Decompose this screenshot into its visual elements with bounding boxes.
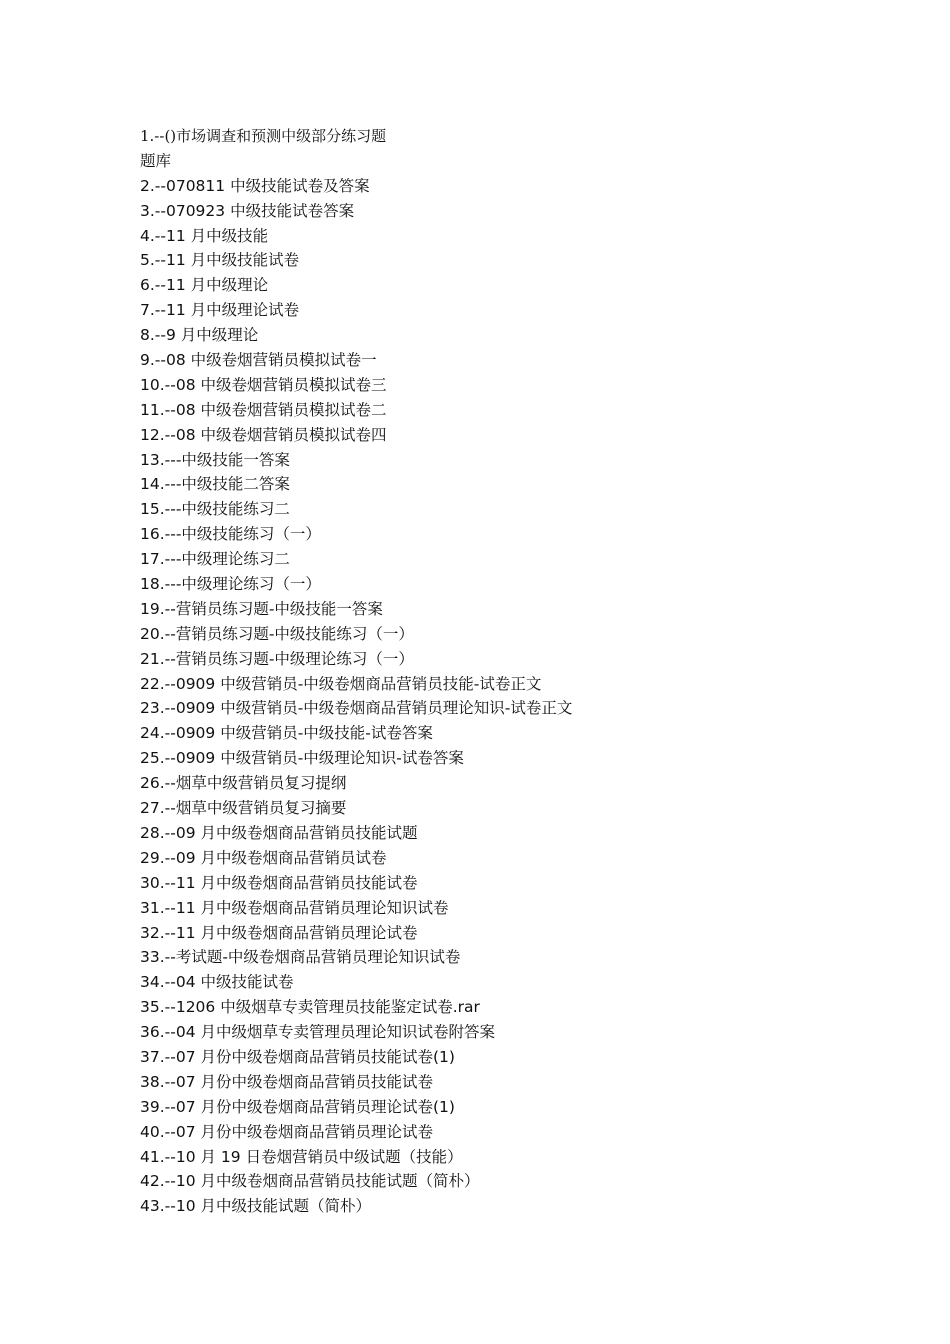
list-item: 22.--0909 中级营销员-中级卷烟商品营销员技能-试卷正文 [140, 674, 542, 693]
document-body [140, 124, 900, 1219]
list-item: 31.--11 月中级卷烟商品营销员理论知识试卷 [140, 898, 449, 917]
list-item: 19.--营销员练习题-中级技能一答案 [140, 599, 383, 618]
list-item: 25.--0909 中级营销员-中级理论知识-试卷答案 [140, 749, 464, 768]
list-item: 17.---中级理论练习二 [140, 550, 290, 569]
list-item: 40.--07 月份中级卷烟商品营销员理论试卷 [140, 1122, 433, 1141]
list-item: 3.--070923 中级技能试卷答案 [140, 201, 355, 220]
list-item: 9.--08 中级卷烟营销员模拟试卷一 [140, 351, 377, 370]
list-item: 38.--07 月份中级卷烟商品营销员技能试卷 [140, 1072, 433, 1091]
list-item: 11.--08 中级卷烟营销员模拟试卷二 [140, 400, 387, 419]
list-item: 6.--11 月中级理论 [140, 276, 269, 295]
list-item: 5.--11 月中级技能试卷 [140, 251, 300, 270]
list-item: 37.--07 月份中级卷烟商品营销员技能试卷(1) [140, 1047, 455, 1066]
list-item: 43.--10 月中级技能试题（简朴） [140, 1197, 371, 1216]
list-item: 16.---中级技能练习（一） [140, 525, 321, 544]
list-item: 23.--0909 中级营销员-中级卷烟商品营销员理论知识-试卷正文 [140, 699, 573, 718]
list-item-title: 1.--()市场调查和预测中级部分练习题 [140, 127, 387, 145]
list-item: 12.--08 中级卷烟营销员模拟试卷四 [140, 425, 387, 444]
list-item: 41.--10 月 19 日卷烟营销员中级试题（技能） [140, 1147, 463, 1166]
list-item: 39.--07 月份中级卷烟商品营销员理论试卷(1) [140, 1097, 455, 1116]
list-item: 32.--11 月中级卷烟商品营销员理论试卷 [140, 923, 418, 942]
list-item: 26.--烟草中级营销员复习提纲 [140, 774, 347, 793]
list-item: 2.--070811 中级技能试卷及答案 [140, 176, 370, 195]
list-item: 21.--营销员练习题-中级理论练习（一） [140, 649, 414, 668]
list-item: 13.---中级技能一答案 [140, 450, 290, 469]
list-item: 28.--09 月中级卷烟商品营销员技能试题 [140, 823, 418, 842]
list-item: 27.--烟草中级营销员复习摘要 [140, 799, 347, 818]
list-item: 18.---中级理论练习（一） [140, 575, 321, 594]
list-item: 4.--11 月中级技能 [140, 226, 269, 245]
list-item: 36.--04 月中级烟草专卖管理员理论知识试卷附答案 [140, 1023, 495, 1042]
list-item: 30.--11 月中级卷烟商品营销员技能试卷 [140, 873, 418, 892]
list-item-title-continuation: 题库 [140, 151, 172, 170]
list-item: 10.--08 中级卷烟营销员模拟试卷三 [140, 375, 387, 394]
list-item: 29.--09 月中级卷烟商品营销员试卷 [140, 848, 387, 867]
list-item: 14.---中级技能二答案 [140, 475, 290, 494]
list-item: 33.--考试题-中级卷烟商品营销员理论知识试卷 [140, 948, 461, 967]
list-item: 7.--11 月中级理论试卷 [140, 301, 300, 320]
list-item: 8.--9 月中级理论 [140, 326, 259, 345]
list-item: 34.--04 中级技能试卷 [140, 973, 294, 992]
list-item: 15.---中级技能练习二 [140, 500, 290, 519]
list-item: 35.--1206 中级烟草专卖管理员技能鉴定试卷.rar [140, 998, 480, 1017]
list-item: 20.--营销员练习题-中级技能练习（一） [140, 624, 414, 643]
list-item: 42.--10 月中级卷烟商品营销员技能试题（简朴） [140, 1172, 480, 1191]
list-item: 24.--0909 中级营销员-中级技能-试卷答案 [140, 724, 433, 743]
